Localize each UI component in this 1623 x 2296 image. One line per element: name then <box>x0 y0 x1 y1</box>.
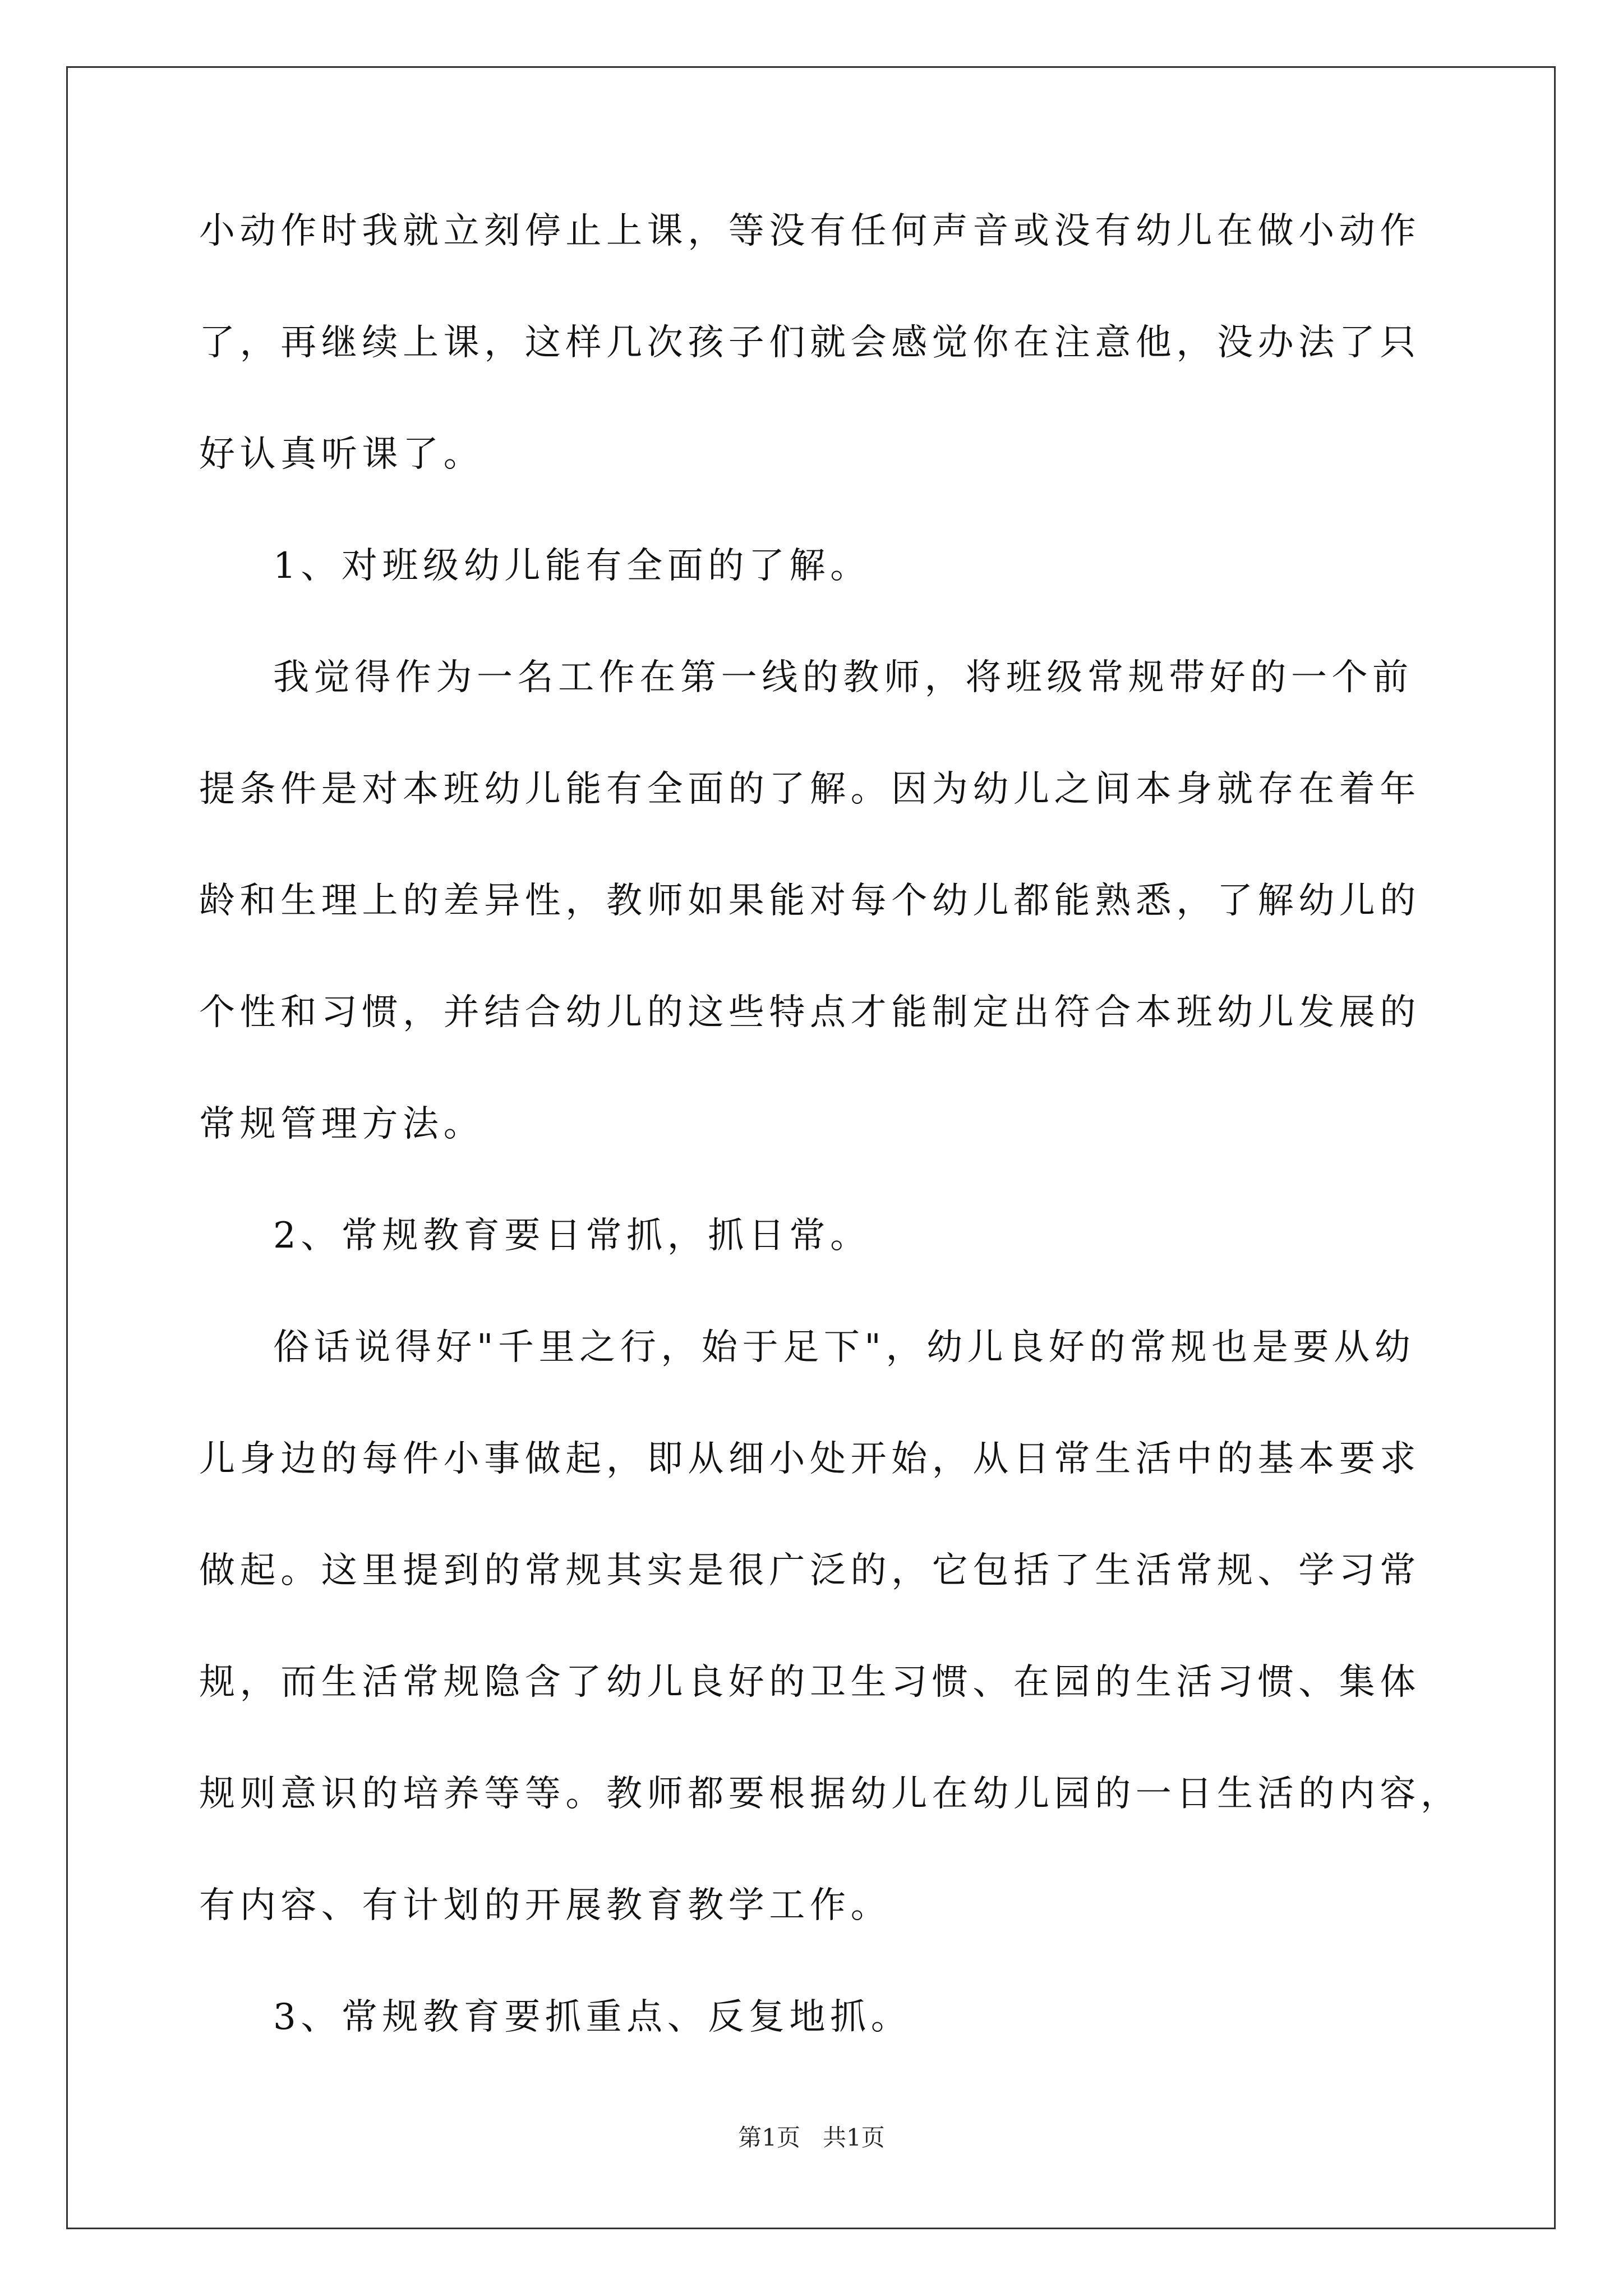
body-line-14: 规，而生活常规隐含了幼儿良好的卫生习惯、在园的生活习惯、集体 <box>199 1662 1421 1703</box>
page-footer: 第1页 共1页 <box>738 2124 885 2151</box>
section-heading-1: 1、对班级幼儿能有全面的了解。 <box>273 545 871 587</box>
section-heading-2: 2、常规教育要日常抓，抓日常。 <box>273 1215 871 1257</box>
body-line-15: 规则意识的培养等等。教师都要根据幼儿在幼儿园的一日生活的内容， <box>199 1773 1461 1815</box>
body-line-8: 个性和习惯，并结合幼儿的这些特点才能制定出符合本班幼儿发展的 <box>199 992 1421 1033</box>
body-line-1: 小动作时我就立刻停止上课，等没有任何声音或没有幼儿在做小动作 <box>199 210 1421 252</box>
body-line-16: 有内容、有计划的开展教育教学工作。 <box>199 1885 892 1926</box>
body-line-3: 好认真听课了。 <box>199 434 485 475</box>
section-heading-3: 3、常规教育要抓重点、反复地抓。 <box>273 1996 912 2038</box>
body-line-7: 龄和生理上的差异性，教师如果能对每个幼儿都能熟悉，了解幼儿的 <box>199 880 1421 922</box>
body-line-11: 俗话说得好"千里之行，始于足下"，幼儿良好的常规也是要从幼 <box>273 1327 1415 1368</box>
body-line-9: 常规管理方法。 <box>199 1103 485 1145</box>
body-line-13: 做起。这里提到的常规其实是很广泛的，它包括了生活常规、学习常 <box>199 1550 1421 1591</box>
body-line-6: 提条件是对本班幼儿能有全面的了解。因为幼儿之间本身就存在着年 <box>199 769 1421 810</box>
body-line-2: 了，再继续上课，这样几次孩子们就会感觉你在注意他，没办法了只 <box>199 322 1421 364</box>
body-line-12: 儿身边的每件小事做起，即从细小处开始，从日常生活中的基本要求 <box>199 1438 1421 1480</box>
body-line-5: 我觉得作为一名工作在第一线的教师，将班级常规带好的一个前 <box>273 657 1413 698</box>
